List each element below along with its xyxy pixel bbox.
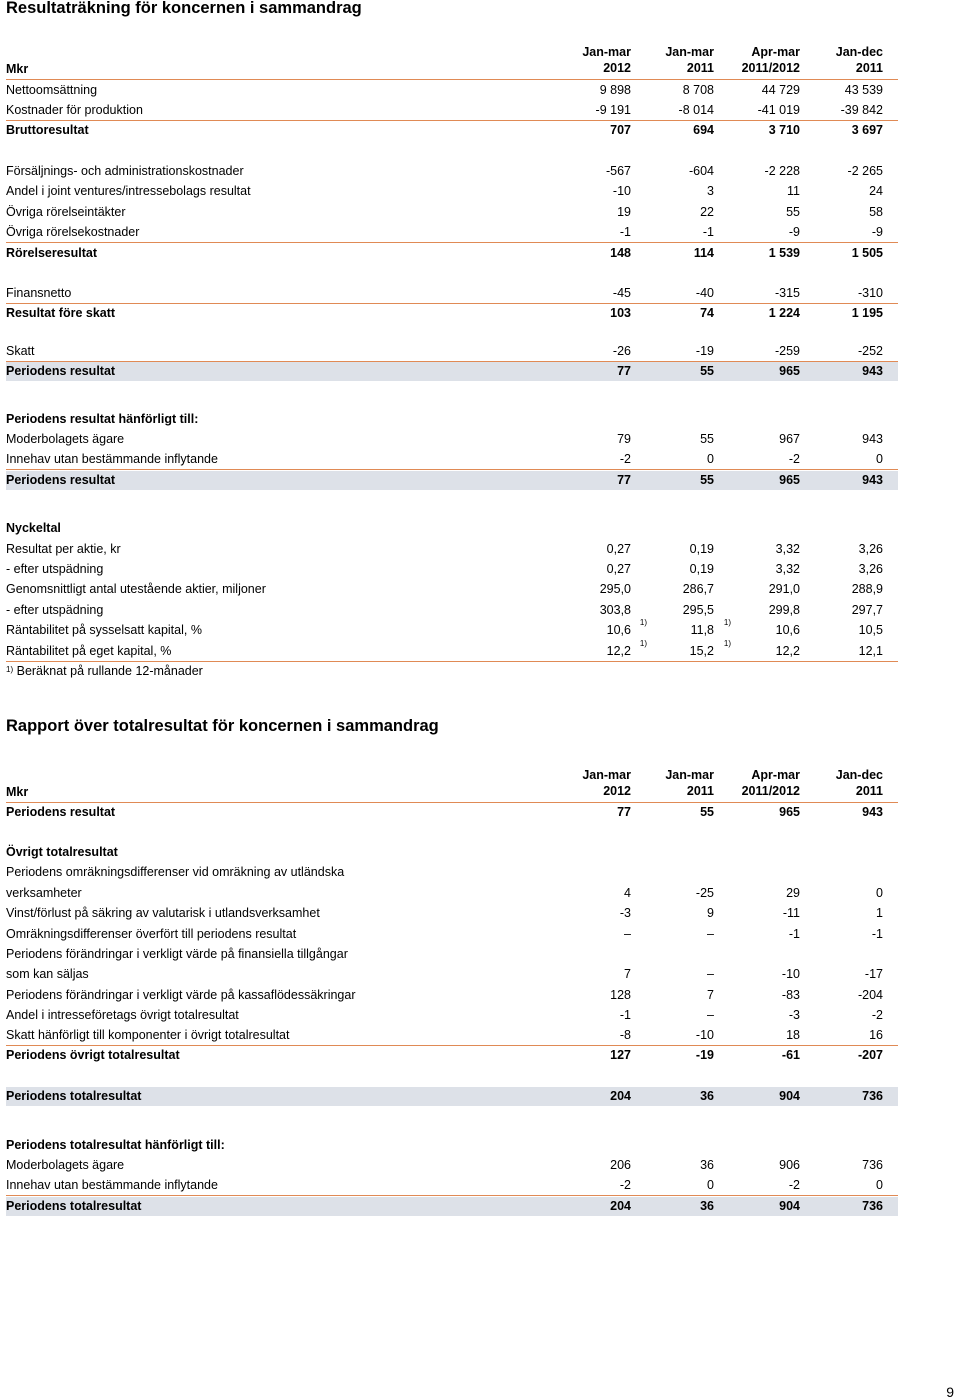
col-header: Apr-mar 2011/2012 <box>741 45 800 75</box>
table-row: Periodens övrigt totalresultat 127 -19 -61 -207 <box>6 1048 883 1062</box>
table-row: Omräkningsdifferenser överfört till periodens resultat – – -1 -1 <box>6 927 883 941</box>
table-row: Skatt -26 -19 -259 -252 <box>6 342 898 362</box>
table-row: Kostnader för produktion -9 191 -8 014 -41 019 -39 842 <box>6 101 898 121</box>
col-header: Apr-mar 2011/2012 <box>741 768 800 798</box>
footnote-text: Beräknat på rullande 12-månader <box>16 664 203 678</box>
section-heading: Periodens resultat hänförligt till: <box>6 412 199 426</box>
table-row: Skatt hänförligt till komponenter i övrigt totalresultat -8 -10 18 16 <box>6 1026 898 1046</box>
table-row: - efter utspädning 303,8 295,5 299,8 297,7 <box>6 603 883 617</box>
footnote-mark: 1) <box>639 639 647 648</box>
table-row: Genomsnittligt antal utestående aktier, miljoner 295,0 286,7 291,0 288,9 <box>6 582 883 596</box>
table-row: verksamheter 4 -25 29 0 <box>6 886 883 900</box>
table-header <box>6 766 898 803</box>
table-row: Periodens resultat 77 55 965 943 <box>6 471 898 490</box>
table-row: Periodens resultat 77 55 965 943 <box>6 805 883 819</box>
table-row: Moderbolagets ägare 79 55 967 943 <box>6 432 883 446</box>
unit-label: Mkr <box>6 785 29 799</box>
table-row: Andel i joint ventures/intressebolags resultat -10 3 11 24 <box>6 184 883 198</box>
table-row: Innehav utan bestämmande inflytande -2 0 -2 0 <box>6 1176 898 1196</box>
table-row: Periodens totalresultat 204 36 904 736 <box>6 1197 898 1216</box>
col-header: Jan-mar 2011 <box>665 768 714 798</box>
footnote-mark: 1) <box>639 618 647 627</box>
table-row: Finansnetto -45 -40 -315 -310 <box>6 284 898 304</box>
table-row: Bruttoresultat 707 694 3 710 3 697 <box>6 123 883 137</box>
table-row: Nettoomsättning 9 898 8 708 44 729 43 539 <box>6 83 883 97</box>
col-header: Jan-dec 2011 <box>835 45 883 75</box>
unit-label: Mkr <box>6 62 29 76</box>
comprehensive-income-title: Rapport över totalresultat för koncernen i sammandrag <box>6 717 439 735</box>
table-row: Rörelseresultat 148 114 1 539 1 505 <box>6 246 883 260</box>
footnote <box>6 662 203 682</box>
col-header: Jan-mar 2011 <box>665 45 714 75</box>
col-header: Jan-mar 2012 <box>582 768 631 798</box>
table-row: Periodens omräkningsdifferenser vid omräkning av utländska <box>6 865 345 879</box>
table-row: som kan säljas 7 – -10 -17 <box>6 967 883 981</box>
table-row: Resultat före skatt 103 74 1 224 1 195 <box>6 306 883 320</box>
table-row: Övriga rörelseintäkter 19 22 55 58 <box>6 205 883 219</box>
col-header: Jan-dec 2011 <box>835 768 883 798</box>
table-row: Periodens resultat 77 55 965 943 <box>6 362 898 381</box>
table-row: Räntabilitet på sysselsatt kapital, % 10,6 11,8 10,6 10,5 1) 1) <box>6 618 883 637</box>
table-row: Vinst/förlust på säkring av valutarisk i utlandsverksamhet -3 9 -11 1 <box>6 906 883 920</box>
table-row: Övriga rörelsekostnader -1 -1 -9 -9 <box>6 223 898 243</box>
section-heading: Nyckeltal <box>6 521 61 535</box>
table-row: Räntabilitet på eget kapital, % 12,2 15,2 12,2 12,1 1) 1) <box>6 642 898 662</box>
col-header: Jan-mar 2012 <box>582 45 631 75</box>
table-row: Innehav utan bestämmande inflytande -2 0 -2 0 <box>6 450 898 470</box>
table-row: Försäljnings- och administrationskostnader -567 -604 -2 228 -2 265 <box>6 164 883 178</box>
footnote-mark: 1) <box>723 618 731 627</box>
table-row: Andel i intresseföretags övrigt totalresultat -1 – -3 -2 <box>6 1008 883 1022</box>
table-row: Periodens totalresultat 204 36 904 736 <box>6 1087 898 1106</box>
section-heading: Periodens totalresultat hänförligt till: <box>6 1138 225 1152</box>
table-row: Periodens förändringar i verkligt värde på kassaflödessäkringar 128 7 -83 -204 <box>6 988 883 1002</box>
table-row: Resultat per aktie, kr 0,27 0,19 3,32 3,26 <box>6 542 883 556</box>
table-row: Periodens förändringar i verkligt värde på finansiella tillgångar <box>6 947 348 961</box>
table-row: - efter utspädning 0,27 0,19 3,32 3,26 <box>6 562 883 576</box>
table-header <box>6 43 898 80</box>
section-heading: Övrigt totalresultat <box>6 845 118 859</box>
income-statement-title: Resultaträkning för koncernen i sammandrag <box>6 0 362 17</box>
footnote-mark: 1) <box>723 639 731 648</box>
page-number: 9 <box>946 1384 954 1400</box>
footnote-mark: 1) <box>6 665 14 674</box>
table-row: Moderbolagets ägare 206 36 906 736 <box>6 1158 883 1172</box>
